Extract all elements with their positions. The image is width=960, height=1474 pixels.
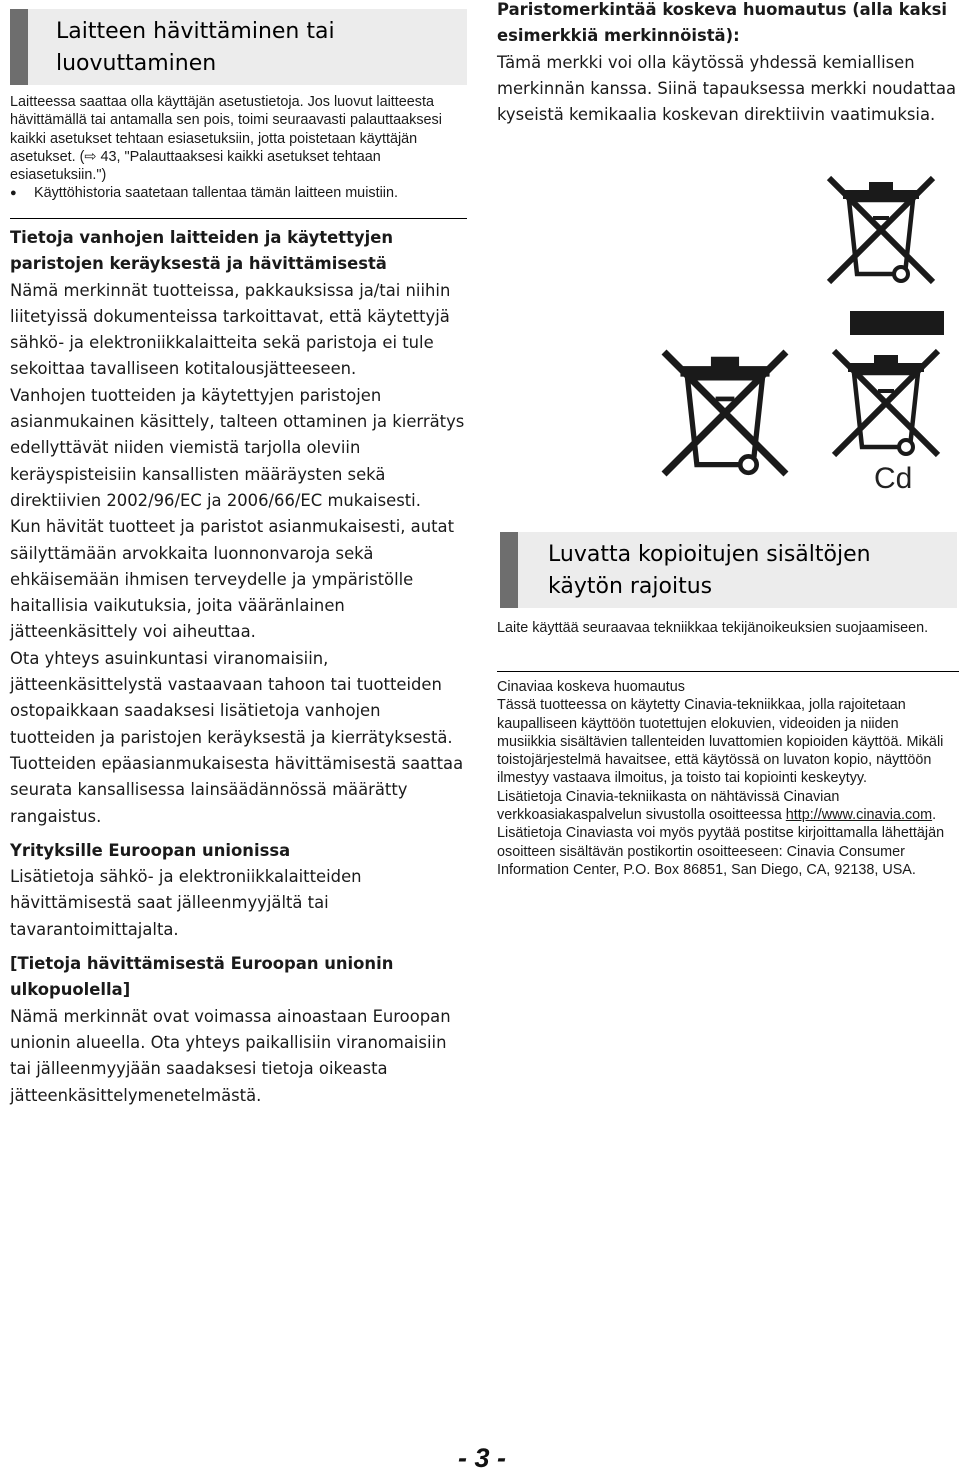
section-title-disposal (10, 9, 467, 85)
bin-underline-bar (850, 311, 944, 335)
business-heading: Yrityksille Euroopan unionissa (10, 840, 291, 860)
cinavia-link[interactable]: http://www.cinavia.com (785, 807, 933, 824)
recycling-paragraph-3: Kun hävität tuotteet ja paristot asianmukaisesti, autat säilyttämään arvokkaita luonnonvaroja sekä ehkäisemään ihmisen terveydelle ja ympäristölle haitallisia vaikutuksia, joita vääränlainen jätteenkäsittely voi aiheuttaa. (10, 517, 455, 642)
section-title-line2: käytön rajoitus (548, 574, 713, 599)
recycling-section (10, 225, 470, 1109)
bullet-text: Käyttöhistoria saatetaan tallentaa tämän laitteen muistiin. (34, 185, 398, 202)
divider (10, 218, 467, 219)
cinavia-heading: Cinaviaa koskeva huomautus (497, 679, 685, 695)
battery-note-heading: Paristomerkintää koskeva huomautus (alla kaksi esimerkkiä merkinnöistä): (497, 0, 947, 46)
section-title-text (56, 16, 456, 80)
recycling-heading: Tietoja vanhojen laitteiden ja käytettyjen paristojen keräyksestä ja hävittämisestä (10, 228, 394, 274)
outside-eu-heading: [Tietoja hävittämisestä Euroopan unionin ulkopuolella] (10, 954, 394, 1000)
recycling-paragraph-2: Vanhojen tuotteiden ja käytettyjen paristojen asianmukainen käsittely, talteen ottaminen ja kierrätys edellyttävät niiden viemistä tarjolla oleviin keräyspisteisiin kansallisten määräysten sekä direktiivien 2002/96/EC ja 2006/66/EC mukaisesti. (10, 385, 465, 510)
crossed-bin-icon (818, 172, 944, 288)
copy-intro: Laite käyttää seuraavaa tekniikkaa tekijänoikeuksien suojaamiseen. (497, 620, 929, 636)
title-accent-bar (10, 9, 28, 85)
chemical-symbol-label: Cd (874, 462, 913, 495)
arrow-right-icon: ⇨ (84, 148, 97, 165)
disposal-paragraph: Laitteessa saattaa olla käyttäjän asetustietoja. Jos luovut laitteesta hävittämällä tai antamalla sen pois, toimi seuraavasti palauttaaksesi kaikki asetukset tehtaan esiasetuksiin, jotta poistetaan käyttäjän asetukset. (⇨ 43, "Palauttaaksesi kaikki asetukset tehtaan esiasetuksiin.") (10, 94, 442, 184)
disposal-paragraph-block (10, 93, 468, 203)
crossed-bin-icon (650, 345, 800, 481)
section-title-line1: Laitteen hävittäminen tai (56, 19, 335, 44)
recycling-paragraph-5: Tuotteiden epäasianmukaisesta hävittämisestä saattaa seurata kansallisessa lainsäädännössä määrätty rangaistus. (10, 753, 464, 826)
section-title-text (548, 539, 948, 603)
bullet-item (10, 184, 468, 202)
cinavia-paragraph-2: Lisätietoja Cinavia-tekniikasta on nähtävissä Cinavian verkkoasiakaspalvelun sivustolla osoitteessa http://www.cinavia.com. Lisätietoja Cinaviasta voi myös pyytää postitse kirjoittamalla lähettäjän osoitteen sisältävän postikortin osoitteeseen: Cinavia Consumer Information Center, P.O. Box 86851, San Diego, CA, 92138, USA. (497, 788, 945, 878)
recycling-paragraph-1: Nämä merkinnät tuotteissa, pakkauksissa ja/tai niihin liitetyissä dokumenteissa tarkoittavat, että käytettyjä sähkö- ja elektroniikkalaitteita sekä paristoja ei tule sekoittaa tavalliseen kotitalousjätteeseen. (10, 280, 451, 379)
cinavia-notice (497, 678, 959, 879)
battery-note-paragraph: Tämä merkki voi olla käytössä yhdessä kemiallisen merkinnän kanssa. Siinä tapauksessa merkki noudattaa kyseistä kemikaalia koskevan direktiivin vaatimuksia. (497, 52, 957, 125)
battery-note (497, 0, 959, 128)
divider (497, 671, 959, 672)
crossed-bin-icon (825, 345, 947, 461)
outside-eu-paragraph: Nämä merkinnät ovat voimassa ainoastaan Euroopan unionin alueella. Ota yhteys paikallisiin viranomaisiin tai jälleenmyyjään saadaksesi tietoja oikeasta jätteenkäsittelymenetelmästä. (10, 1006, 451, 1105)
business-paragraph: Lisätietoja sähkö- ja elektroniikkalaitteiden hävittämisestä saat jälleenmyyjältä tai tavarantoimittajalta. (10, 867, 362, 939)
cinavia-paragraph-1: Tässä tuotteessa on käytetty Cinavia-tekniikkaa, jolla rajoitetaan kaupalliseen käyttöön tuotettujen elokuvien, videoiden ja niiden musiikkia sisältävien tallenteiden luvattomien kopioiden käyttöä. Mikäli toistojärjestelmä havaitsee, että käytössä on luvaton kopio, näyttöön ilmestyy vastaava ilmoitus, ja toisto tai kopiointi keskeytyy. (497, 697, 944, 787)
section-title-line2: luovuttaminen (56, 51, 217, 76)
section-title-line1: Luvatta kopioitujen sisältöjen (548, 542, 871, 567)
bullet-icon: ● (10, 187, 17, 200)
title-accent-bar (500, 532, 518, 608)
recycling-paragraph-4: Ota yhteys asuinkuntasi viranomaisiin, jätteenkäsittelystä vastaavaan tahoon tai tuotteiden ostopaikkaan saadaksesi lisätietoja vanhojen tuotteiden ja paristojen keräyksestä ja kierrätyksestä. (10, 648, 453, 747)
section-title-copy-protection (500, 532, 957, 608)
page-number: - 3 - (458, 1443, 507, 1473)
